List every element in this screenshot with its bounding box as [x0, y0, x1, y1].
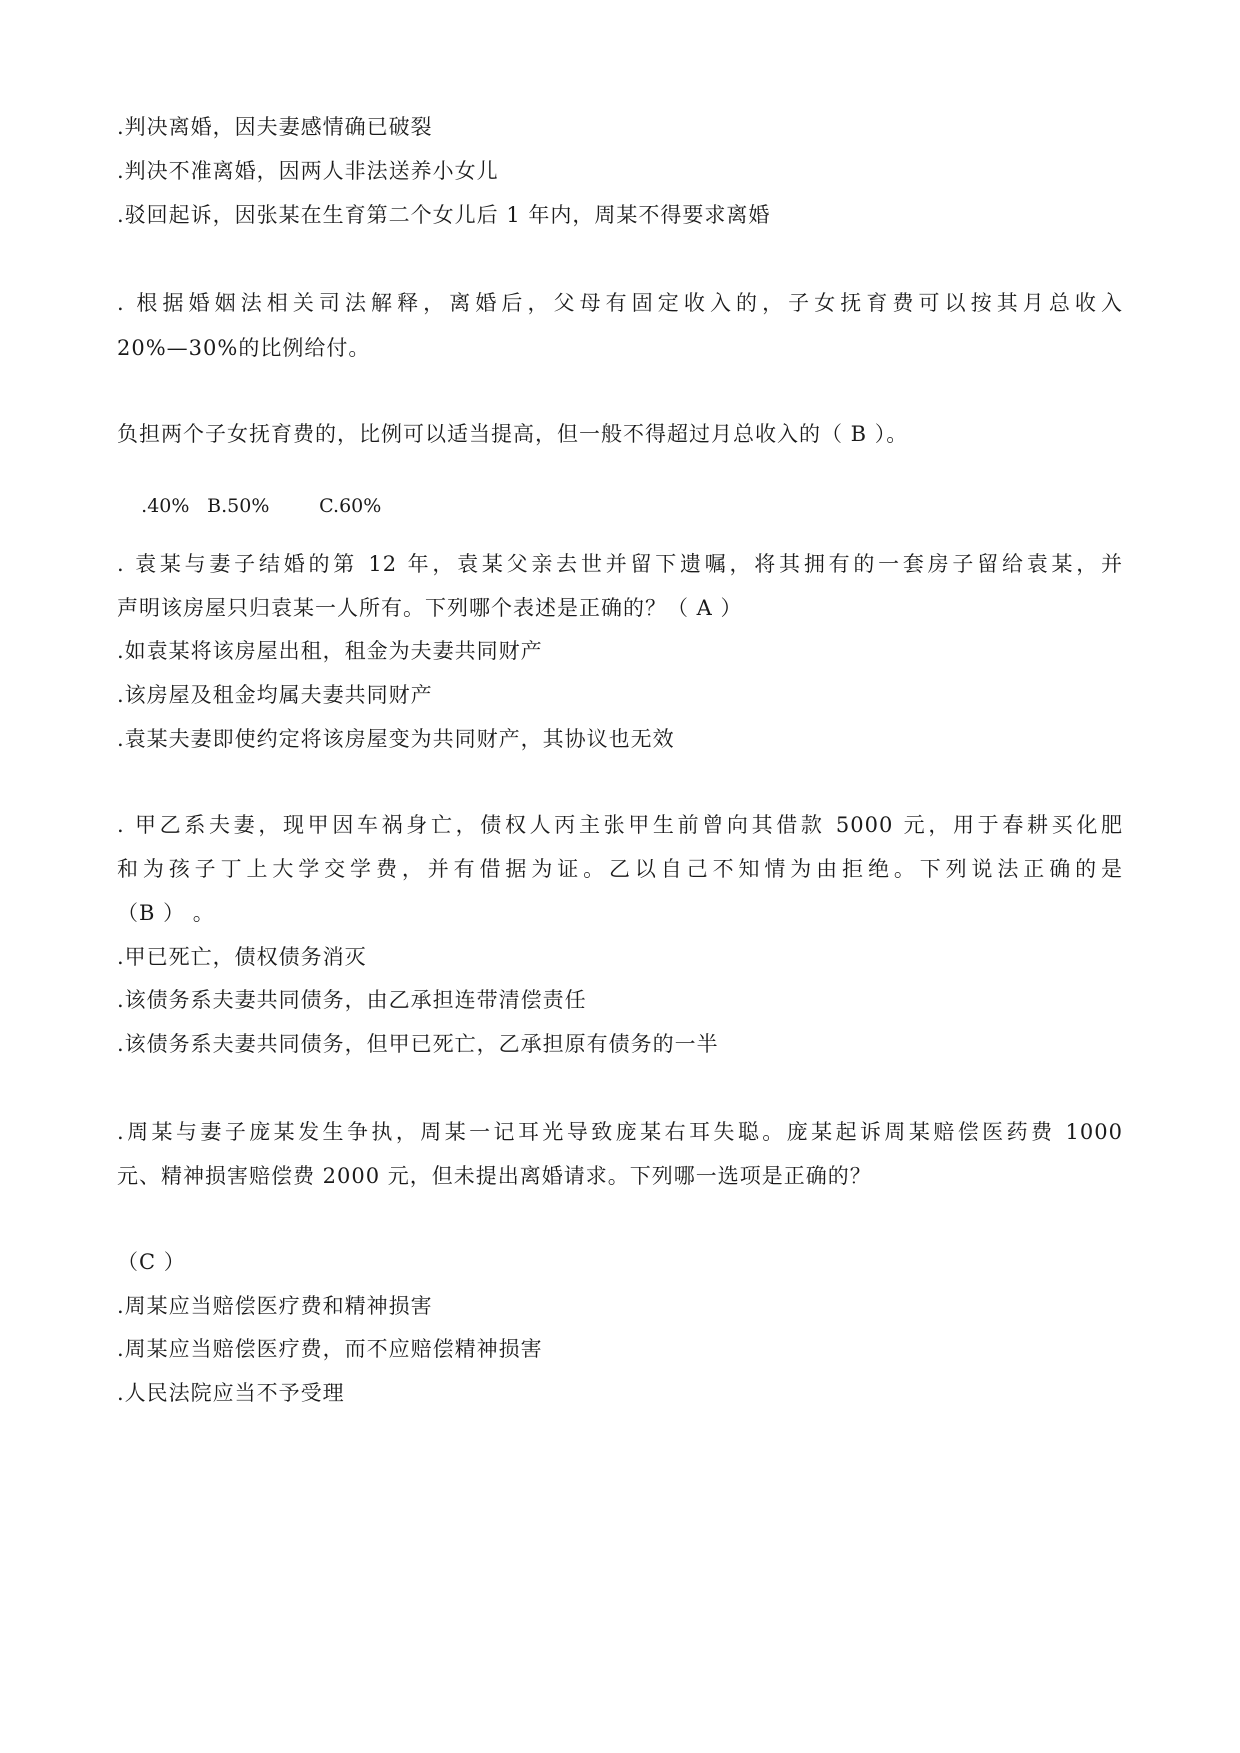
q3-stem-line-2: 声明该房屋只归袁某一人所有。下列哪个表述是正确的？（ A ） [117, 596, 743, 620]
q3-option-b: .该房屋及租金均属夫妻共同财产 [117, 683, 433, 707]
q5-answer: （C ） [117, 1250, 186, 1274]
q5-stem-line-2: 元、精神损害赔偿费 2000 元，但未提出离婚请求。下列哪一选项是正确的？ [117, 1164, 872, 1188]
q1-option-b: .判决不准离婚，因两人非法送养小女儿 [117, 159, 499, 183]
q1-option-a: .判决离婚，因夫妻感情确已破裂 [117, 115, 433, 139]
q3-option-c: .袁某夫妻即使约定将该房屋变为共同财产，其协议也无效 [117, 727, 675, 751]
q1-option-c: .驳回起诉，因张某在生育第二个女儿后 1 年内，周某不得要求离婚 [117, 203, 771, 227]
q5-option-c: .人民法院应当不予受理 [117, 1381, 345, 1405]
q4-option-b: .该债务系夫妻共同债务，由乙承担连带清偿责任 [117, 988, 587, 1012]
q4-stem-line-2: 和为孩子丁上大学交学费，并有借据为证。乙以自己不知情为由拒绝。下列说法正确的是 [117, 857, 1123, 881]
q2-option-c: C.60% [319, 495, 382, 517]
q3-stem-line-1: . 袁某与妻子结婚的第 12 年，袁某父亲去世并留下遗嘱，将其拥有的一套房子留给袁某，并 [117, 552, 1123, 576]
q4-option-a: .甲已死亡，债权债务消灭 [117, 945, 367, 969]
q4-stem-line-1: . 甲乙系夫妻，现甲因车祸身亡，债权人丙主张甲生前曾向其借款 5000 元，用于春耕买化肥 [117, 813, 1123, 837]
q4-stem-line-3: （B ） 。 [117, 901, 215, 925]
q5-option-a: .周某应当赔偿医疗费和精神损害 [117, 1294, 433, 1318]
q4-option-c: .该债务系夫妻共同债务，但甲已死亡，乙承担原有债务的一半 [117, 1032, 719, 1056]
q2-stem-line-2: 20%—30%的比例给付。 [117, 336, 371, 360]
q2-option-b: B.50% [207, 495, 270, 517]
q3-option-a: .如袁某将该房屋出租，租金为夫妻共同财产 [117, 639, 543, 663]
q2-options [117, 464, 381, 548]
q2-stem-line-3: 负担两个子女抚育费的，比例可以适当提高，但一般不得超过月总收入的（ B ）。 [117, 422, 909, 446]
q5-stem-line-1: .周某与妻子庞某发生争执，周某一记耳光导致庞某右耳失聪。庞某起诉周某赔偿医药费 1000 [117, 1120, 1123, 1144]
q5-option-b: .周某应当赔偿医疗费，而不应赔偿精神损害 [117, 1337, 543, 1361]
q2-option-a: .40% [141, 495, 190, 517]
q2-stem-line-1: . 根据婚姻法相关司法解释，离婚后，父母有固定收入的，子女抚育费可以按其月总收入 [117, 291, 1123, 315]
